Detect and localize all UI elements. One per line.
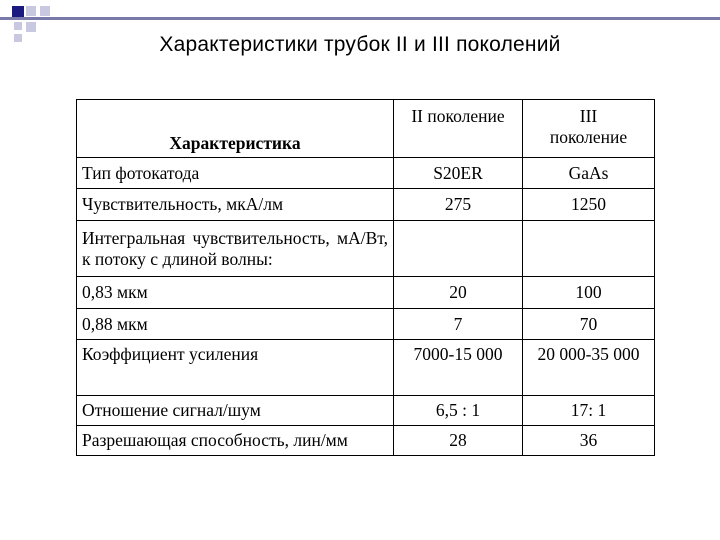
table-row: [77, 277, 655, 309]
header-gen3: III поколение: [523, 100, 655, 158]
table-row: [77, 309, 655, 340]
table-row: [77, 426, 655, 456]
row-label: 0,83 мкм: [77, 277, 394, 309]
comparison-table: [76, 99, 655, 456]
table-row: [77, 221, 655, 277]
cell-gen2: S20ER: [394, 158, 523, 189]
cell-gen2: 28: [394, 426, 523, 456]
cell-gen3: 70: [523, 309, 655, 340]
header-divider-line: [0, 17, 720, 20]
deco-square-light: [14, 22, 22, 30]
cell-gen2: 6,5 : 1: [394, 396, 523, 426]
slide-title: Характеристики трубок II и III поколений: [159, 33, 561, 56]
cell-gen2: [394, 221, 523, 277]
deco-square-light: [26, 22, 36, 32]
cell-gen3: 17: 1: [523, 396, 655, 426]
cell-gen2: 7: [394, 309, 523, 340]
row-label: Интегральная чувствительность, мА/Вт, к потоку с длиной волны:: [77, 221, 394, 277]
cell-gen3: 1250: [523, 189, 655, 221]
table-row: [77, 158, 655, 189]
row-label: Отношение сигнал/шум: [77, 396, 394, 426]
cell-gen3: [523, 221, 655, 277]
cell-gen2: 7000-15 000: [394, 340, 523, 396]
table-row: [77, 340, 655, 396]
row-label: Тип фотокатода: [77, 158, 394, 189]
row-label: Разрешающая способность, лин/мм: [77, 426, 394, 456]
cell-gen2: 275: [394, 189, 523, 221]
row-label: 0,88 мкм: [77, 309, 394, 340]
table-header-row: [77, 100, 655, 158]
row-label: Чувствительность, мкА/лм: [77, 189, 394, 221]
row-label: Коэффициент усиления: [77, 340, 394, 396]
header-gen2: II поколение: [394, 100, 523, 158]
deco-square-light: [40, 6, 50, 16]
cell-gen3: 36: [523, 426, 655, 456]
cell-gen3: 20 000-35 000: [523, 340, 655, 396]
cell-gen2: 20: [394, 277, 523, 309]
cell-gen3: GaAs: [523, 158, 655, 189]
cell-gen3: 100: [523, 277, 655, 309]
table-row: [77, 396, 655, 426]
table-row: [77, 189, 655, 221]
header-characteristic: Характеристика: [77, 100, 394, 158]
deco-square-light: [26, 6, 36, 16]
